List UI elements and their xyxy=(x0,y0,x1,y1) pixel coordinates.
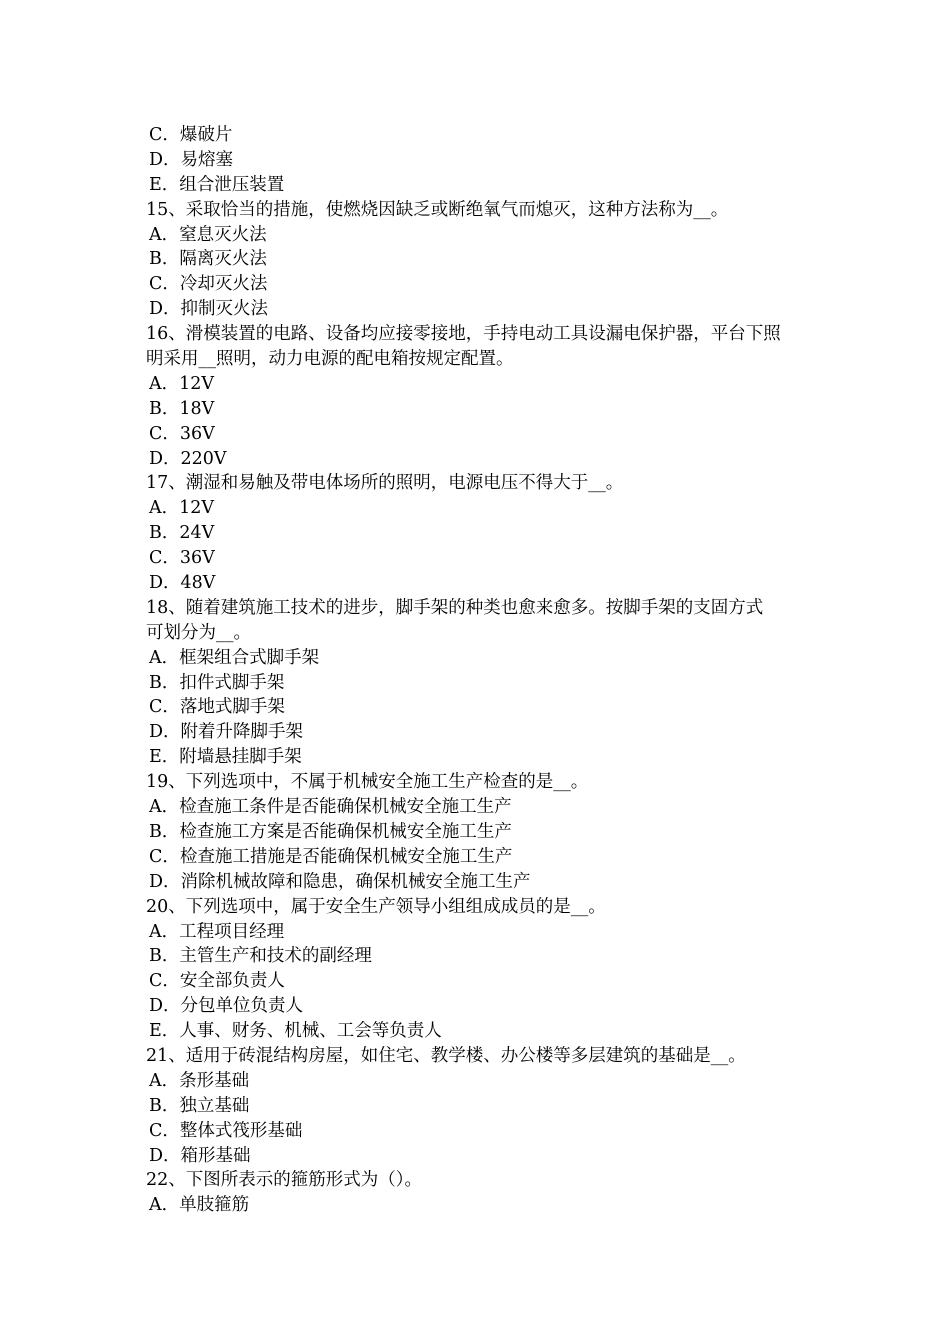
question-text: 16、滑模装置的电路、设备均应接零接地，手持电动工具设漏电保护器，平台下照 xyxy=(146,324,781,345)
question-text: 19、下列选项中，不属于机械安全施工生产检查的是__。 xyxy=(146,772,589,793)
answer-option: E．附墙悬挂脚手架 xyxy=(149,747,302,768)
answer-option: C．安全部负责人 xyxy=(149,971,285,992)
answer-option: A．条形基础 xyxy=(149,1070,250,1091)
answer-option: C．检查施工措施是否能确保机械安全施工生产 xyxy=(149,846,513,867)
answer-option: C．落地式脚手架 xyxy=(149,697,285,718)
answer-option: B．隔离灭火法 xyxy=(149,249,267,270)
answer-option: B．主管生产和技术的副经理 xyxy=(149,946,372,967)
question-text: 18、随着建筑施工技术的进步，脚手架的种类也愈来愈多。按脚手架的支固方式 xyxy=(146,597,764,618)
answer-option: A．检查施工条件是否能确保机械安全施工生产 xyxy=(149,797,512,818)
answer-option: A．12V xyxy=(149,373,215,394)
question-text: 明采用__照明，动力电源的配电箱按规定配置。 xyxy=(146,349,514,370)
answer-option: A．框架组合式脚手架 xyxy=(149,647,320,668)
answer-option: B．24V xyxy=(149,523,215,544)
question-text: 可划分为__。 xyxy=(146,622,251,643)
question-text: 21、适用于砖混结构房屋，如住宅、教学楼、办公楼等多层建筑的基础是__。 xyxy=(146,1045,746,1066)
answer-option: E．组合泄压装置 xyxy=(149,174,285,195)
answer-option: D．箱形基础 xyxy=(149,1145,251,1166)
answer-option: D．抑制灭火法 xyxy=(149,299,269,320)
answer-option: B．检查施工方案是否能确保机械安全施工生产 xyxy=(149,821,512,842)
answer-option: A．单肢箍筋 xyxy=(149,1195,250,1216)
answer-option: D．易熔塞 xyxy=(149,149,234,170)
answer-option: E．人事、财务、机械、工会等负责人 xyxy=(149,1021,442,1042)
answer-option: B．扣件式脚手架 xyxy=(149,672,285,693)
answer-option: B．独立基础 xyxy=(149,1095,250,1116)
document-page xyxy=(146,123,814,1218)
answer-option: B．18V xyxy=(149,398,215,419)
question-text: 22、下图所表示的箍筋形式为（）。 xyxy=(146,1170,423,1191)
answer-option: C．冷却灭火法 xyxy=(149,274,268,295)
question-text: 20、下列选项中，属于安全生产领导小组组成成员的是__。 xyxy=(146,896,606,917)
question-text: 15、采取恰当的措施，使燃烧因缺乏或断绝氧气而熄灭，这种方法称为__。 xyxy=(146,199,729,220)
answer-option: D．附着升降脚手架 xyxy=(149,722,304,743)
answer-option: D．分包单位负责人 xyxy=(149,996,304,1017)
answer-option: D．48V xyxy=(149,573,216,594)
answer-option: A．12V xyxy=(149,498,215,519)
answer-option: C．爆破片 xyxy=(149,125,233,145)
question-text: 17、潮湿和易触及带电体场所的照明，电源电压不得大于__。 xyxy=(146,473,624,494)
answer-option: A．工程项目经理 xyxy=(149,921,285,942)
answer-option: C．整体式筏形基础 xyxy=(149,1120,303,1141)
answer-option: C．36V xyxy=(149,423,215,444)
answer-option: C．36V xyxy=(149,548,215,569)
answer-option: D．消除机械故障和隐患，确保机械安全施工生产 xyxy=(149,871,531,892)
answer-option: D．220V xyxy=(149,448,227,469)
answer-option: A．窒息灭火法 xyxy=(149,224,267,245)
